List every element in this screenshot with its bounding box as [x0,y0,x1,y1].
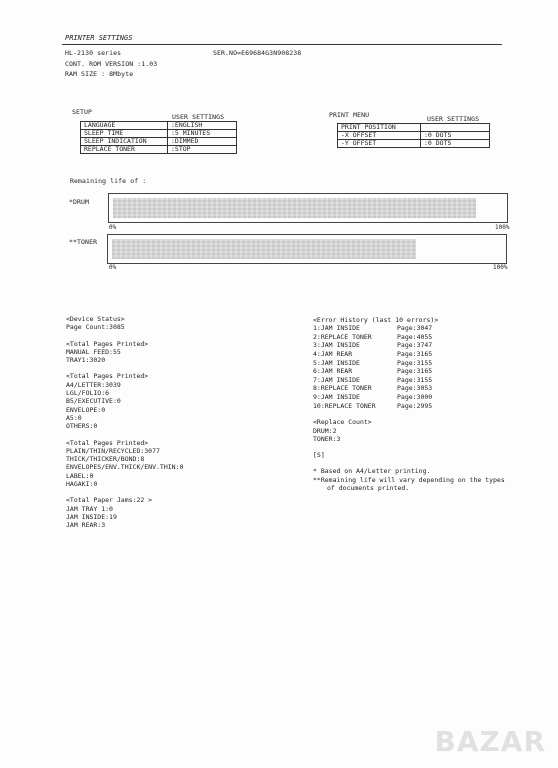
print-menu-value: :0 DOTS [421,140,490,148]
setup-table [80,121,237,154]
table-row [313,350,436,359]
right-column [313,316,505,492]
list-item: TRAY1:3020 [66,356,106,365]
list-item: LGL/FOLIO:6 [66,389,110,398]
page-title: PRINTER SETTINGS [65,34,133,42]
toner-life-fill [112,239,416,259]
table-row [313,333,436,342]
table-row [313,384,436,393]
error-name: 6:JAM REAR [313,367,353,376]
error-name: 8:REPLACE TONER [313,384,372,393]
print-menu-title: PRINT MENU [329,111,370,119]
total-printed-source-title: <Total Pages Printed> [66,339,149,348]
list-item: A4/LETTER:3039 [66,380,121,389]
list-item: ENVELOPE:0 [66,405,106,414]
toner-max-label: 100% [493,264,508,271]
table-row [338,140,490,148]
error-name: 10:REPLACE TONER [313,401,376,410]
list-item: JAM REAR:3 [66,521,106,530]
ram-size: RAM SIZE : 8Mbyte [65,70,134,78]
toner-min-label: 0% [109,264,117,271]
table-row [313,367,436,376]
print-menu-label: -X OFFSET [338,132,421,140]
header-rule [62,44,502,45]
error-name: 2:REPLACE TONER [313,332,372,341]
toner-life-bar [107,234,507,264]
error-history-title: <Error History (last 10 errors)> [313,316,439,324]
footnote: * Based on A4/Letter printing. [313,467,431,476]
setup-label: SLEEP TIME [81,130,168,138]
table-row [313,402,436,411]
error-page: Page:3047 [397,324,433,333]
table-row [313,393,436,402]
setup-value: :5 MINUTES [168,130,237,138]
error-page: Page:3165 [397,350,433,359]
footnote: of documents printed. [327,484,410,493]
list-item: THICK/THICKER/BOND:8 [66,455,145,464]
print-menu-label: -Y OFFSET [338,140,421,148]
error-name: 5:JAM INSIDE [313,358,360,367]
error-name: 7:JAM INSIDE [313,375,360,384]
left-column [66,315,183,530]
print-menu-table [337,123,490,148]
error-name: 3:JAM INSIDE [313,341,360,350]
footnote: **Remaining life will vary depending on the types [313,475,505,484]
total-printed-media-title: <Total Pages Printed> [66,438,149,447]
list-item: JAM TRAY 1:0 [66,504,113,513]
setup-value: :ENGLISH [168,122,237,130]
list-item: PLAIN/THIN/RECYCLED:3077 [66,446,160,455]
list-item: OTHERS:0 [66,422,98,431]
rom-version: CONT. ROM VERSION :1.03 [65,60,158,68]
error-page: Page:3155 [397,375,433,384]
list-item: ENVELOPES/ENV.THICK/ENV.THIN:0 [66,463,184,472]
drum-life-fill [113,198,476,218]
setup-col-header: USER SETTINGS [172,113,225,121]
setup-label: SLEEP INDICATION [81,138,168,146]
setup-label: REPLACE TONER [81,146,168,154]
replace-count-title: <Replace Count> [313,418,372,427]
setup-label: LANGUAGE [81,122,168,130]
drum-min-label: 0% [109,224,117,231]
setup-title: SETUP [72,108,93,116]
list-item: MANUAL FEED:55 [66,347,121,356]
table-row [313,324,436,333]
list-item: HAGAKI:0 [66,480,98,489]
paper-jams-title: <Total Paper Jams:22 > [66,496,153,505]
list-item: JAM INSIDE:19 [66,512,117,521]
drum-max-label: 100% [495,224,510,231]
list-item: LABEL:0 [66,471,94,480]
setup-value: :STOP [168,146,237,154]
list-item: A5:0 [66,413,82,422]
total-printed-size-title: <Total Pages Printed> [66,372,149,381]
serial-number: SER.NO=E69684G3N908238 [213,49,302,57]
error-page: Page:4055 [397,332,433,341]
drum-life-bar [108,193,508,223]
error-page: Page:2995 [397,401,433,410]
list-item: DRUM:2 [313,426,337,435]
table-row [81,146,237,154]
error-name: 9:JAM INSIDE [313,393,360,402]
table-row [313,376,436,385]
print-menu-label: PRINT POSITION [338,124,421,132]
error-page: Page:3053 [397,384,433,393]
page-count: Page Count:3085 [66,323,125,332]
error-name: 1:JAM INSIDE [313,324,360,333]
table-row [313,341,436,350]
error-page: Page:3165 [397,367,433,376]
error-name: 4:JAM REAR [313,350,353,359]
watermark-logo: BAZAR [434,725,546,758]
toner-label: **TONER [69,238,98,246]
table-row [313,359,436,368]
print-menu-col-header: USER SETTINGS [427,115,480,123]
error-page: Page:3155 [397,358,433,367]
error-page: Page:3747 [397,341,433,350]
device-status-title: <Device Status> [66,315,125,323]
drum-label: *DRUM [69,198,90,206]
model-name: HL-2130 series [65,49,122,57]
remaining-title: Remaining life of : [70,177,147,185]
error-page: Page:3000 [397,393,433,402]
list-item: B5/EXECUTIVE:0 [66,397,121,406]
print-menu-value: :0 DOTS [421,132,490,140]
error-history-table [313,324,436,410]
setup-value: :DIMMED [168,138,237,146]
list-item: TONER:3 [313,434,341,443]
notes-marker: [S] [313,451,325,460]
